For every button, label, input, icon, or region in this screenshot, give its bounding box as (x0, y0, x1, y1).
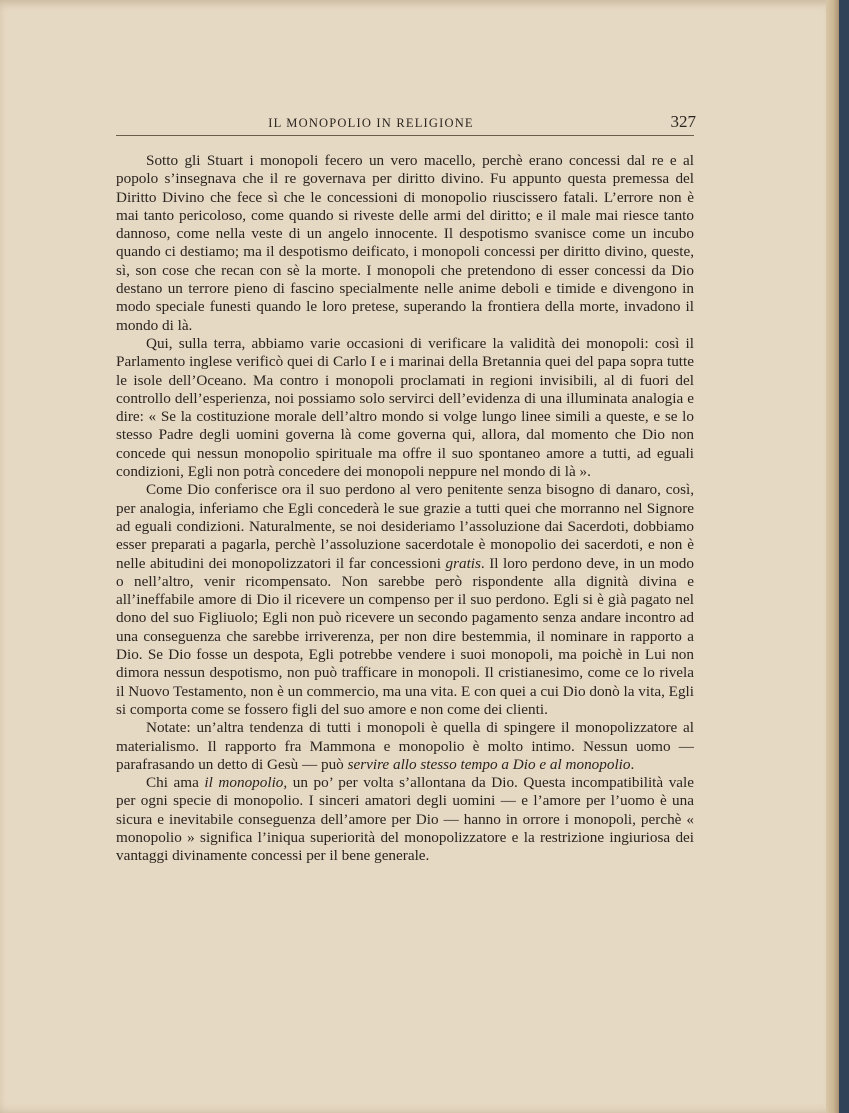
body-text (116, 152, 694, 866)
paragraph-1: Sotto gli Stuart i monopoli fecero un vero macello, perchè erano concessi dal re e al popolo s’insegnava che il re governava per diritto divino. Fu appunto questa premessa del Diritto Divino che fece sì che le concessioni di monopolio riuscissero fatali. L’errore non è mai tanto pericoloso, come quando si riveste delle armi del diritto; e il male mai riesce tanto dannoso, come nella veste di un angelo innocente. Il despotismo svanisce come un incubo quando ci destiamo; ma il despotismo deificato, i monopoli concessi per diritto divino, queste, sì, son cose che recan con sè la morte. I monopoli che pretendono di esser concessi da Dio destano un terrore pieno di fascino specialmente nelle anime deboli e timide e divengono in modo speciale funesti quando le loro pretese, superando la frontiera della morte, invadono il mondo di là. (116, 152, 694, 334)
paragraph-3-text-b: . Il loro perdono deve, in un modo o nell’altro, venir ricompensato. Non sarebbe però rispondente alla dignità divina e all’ineffabile amore di Dio il ricevere un compenso per il suo perdono. Egli si è già pagato nel dono del suo Figliuolo; Egli non può ricevere un secondo pagamento senza andare incontro ad una conseguenza che sarebbe irriverenza, per non dire bestemmia, il nominare in rapporto a Dio. Se Dio fosse un despota, Egli potrebbe vendere i suoi monopoli, ma poichè in Lui non dimora nessun despotismo, non può trafficare in monopoli. Il cristianesimo, come ce lo rivela il Nuovo Testamento, non è un commercio, ma una vita. E con quei a cui Dio donò la vita, Egli si comporta come se fossero figli del suo amore e non come dei clienti. (116, 554, 694, 718)
paragraph-5-text-b: , un po’ per volta s’allontana da Dio. Questa incompatibilità vale per ogni specie di monopolio. I sinceri amatori degli uomini — e l’amore per l’uomo è una sicura e inevitabile conseguenza dell’amore per Dio — hanno in orrore i monopoli, perchè « monopolio » significa l’iniqua superiorità del monopolizzatore e la restrizione ingiuriosa dei vantaggi divinamente concessi per il bene generale. (116, 774, 694, 865)
paragraph-3-italic: gratis (445, 554, 481, 572)
paragraph-3 (116, 481, 694, 719)
paragraph-5-text-a: Chi ama (146, 774, 205, 792)
paragraph-3-text-a: Come Dio conferisce ora il suo perdono al vero penitente senza bisogno di danaro, così, per analogia, inferiamo che Egli concederà le sue grazie a tutti quei che morranno nel Signore ad eguali condizioni. Naturalmente, se noi desideriamo l’assoluzione dai Sacerdoti, dobbiamo esser preparati a pagarla, perchè l’assoluzione sacerdotale è monopolio dei sacerdoti, e non è nelle abitudini dei monopolizzatori il far concessioni (116, 481, 694, 572)
running-title: IL MONOPOLIO IN RELIGIONE (268, 116, 474, 130)
header-rule (116, 135, 694, 136)
paragraph-5-italic: il monopolio (204, 774, 284, 792)
paragraph-4-text-b: . (630, 755, 635, 773)
paragraph-4-italic: servire allo stesso tempo a Dio e al monopolio (347, 755, 631, 773)
paragraph-2: Qui, sulla terra, abbiamo varie occasioni di verificare la validità dei monopoli: così il Parlamento inglese verificò quei di Carlo I e i marinai della Bretannia quei del papa sopra tutte le isole dell’Oceano. Ma contro i monopoli proclamati in regioni invisibili, al di fuori del controllo dell’esperienza, noi possiamo solo servirci dell’evidenza di una illuminata analogia e dire: « Se la costituzione morale dell’altro mondo si volge lungo linee simili a queste, e se lo stesso Padre degli uomini governa là come governa qui, allora, dal momento che Dio non concede qui nessun monopolio spirituale ma offre il suo spontaneo amore a tutti, ad eguali condizioni, Egli non potrà concedere dei monopoli neppure nel mondo di là ». (116, 334, 694, 481)
page-edge (826, 0, 839, 1113)
page-number: 327 (670, 112, 696, 131)
paragraph-4 (116, 719, 694, 774)
paragraph-4-text-a: Notate: un’altra tendenza di tutti i monopoli è quella di spingere il monopolizzatore al materialismo. Il rapporto fra Mammona e monopolio è molto intimo. Nessun uomo — parafrasando un detto di Gesù — può (116, 719, 694, 773)
paragraph-5 (116, 774, 694, 865)
